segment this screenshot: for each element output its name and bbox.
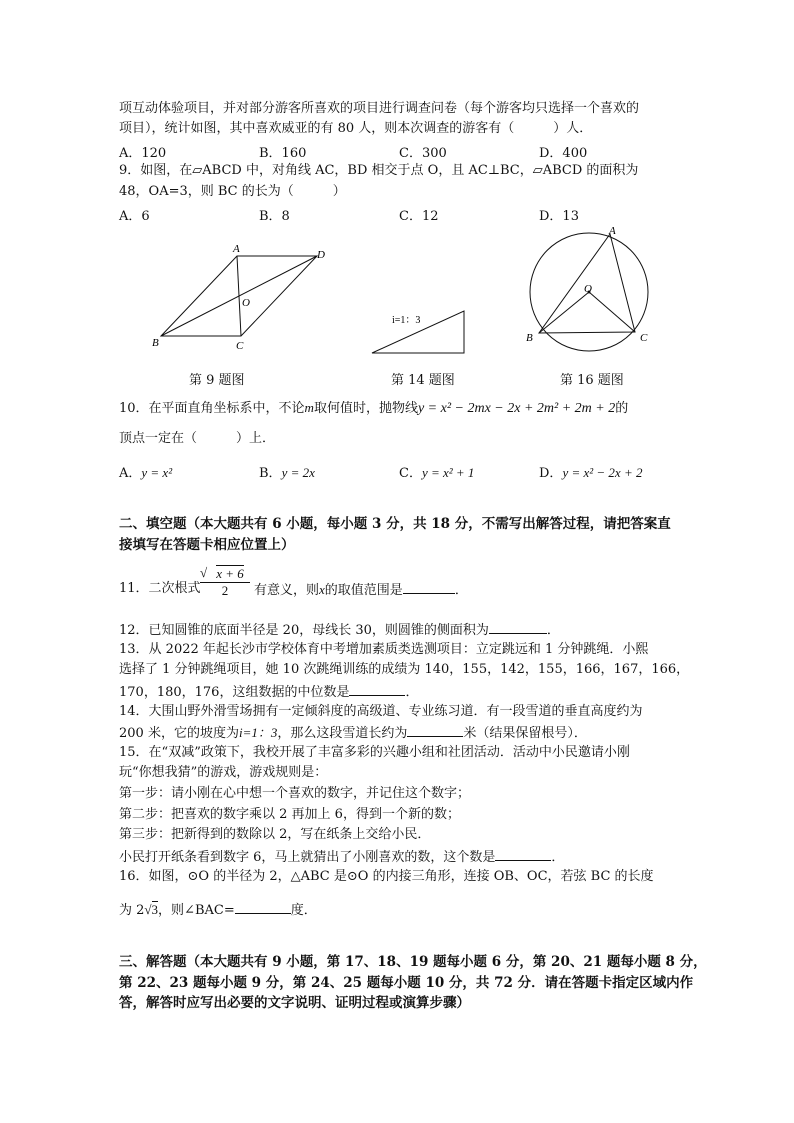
section2-heading-line1: 二、填空题（本大题共有 6 小题，每小题 3 分，共 18 分，不需写出解答过程，请把答案直 (119, 516, 671, 532)
figure-14-slope-triangle (366, 305, 476, 360)
q11-pre: 11．二次根式 (119, 581, 201, 596)
figure-9-caption: 第 9 题图 (189, 373, 245, 388)
q14-line1: 14．大围山野外滑雪场拥有一定倾斜度的高级道、专业练习道．有一段雪道的垂直高度约为 (119, 704, 643, 719)
q11-post: 有意义，则x的取值范围是 ． (254, 582, 468, 598)
section3-heading-line2: 第 22、23 题每小题 9 分，第 24、25 题每小题 10 分，共 72 分．请在答题卡指定区域内作 (119, 975, 694, 991)
q16-line2: 为 2√3，则∠BAC= 度． (119, 902, 317, 918)
q10-line2: 顶点一定在（ ）上． (119, 431, 276, 446)
q9-line1: 9．如图，在▱ABCD 中，对角线 AC，BD 相交于点 O，且 AC⊥BC，▱ABCD 的面积为 (119, 163, 639, 178)
q9-option-c: C．12 (399, 209, 439, 224)
section3-heading-line1: 三、解答题（本大题共有 9 小题，第 17、18、19 题每小题 6 分，第 20、21 题每小题 8 分， (119, 954, 707, 970)
q10-option-a: A．y = x² (119, 465, 173, 481)
fig16-label-a: A (609, 225, 616, 237)
fig14-slope-label: i=1：3 (392, 315, 421, 326)
q12-line: 12．已知圆锥的底面半径是 20，母线长 30，则圆锥的侧面积为 ． (119, 623, 560, 638)
q11-fraction: √ x + 6 2 (200, 566, 250, 599)
fig9-label-b: B (152, 337, 159, 349)
q13-line2: 选择了 1 分钟跳绳项目，她 10 次跳绳训练的成绩为 140，155，142，155，166，167，166， (119, 662, 690, 677)
q8-option-c: C．300 (399, 146, 447, 161)
figure-16-caption: 第 16 题图 (560, 373, 624, 388)
q8-line1: 项互动体验项目，并对部分游客所喜欢的项目进行调查问卷（每个游客均只选择一个喜欢的 (119, 101, 640, 116)
q10-text-post: 的 (615, 401, 629, 416)
fig9-label-a: A (233, 243, 240, 255)
q10-option-d: D．y = x² − 2x + 2 (539, 465, 643, 481)
q15-step1: 第一步：请小刚在心中想一个喜欢的数字，并记住这个数字； (119, 786, 471, 801)
q15-step2: 第二步：把喜欢的数字乘以 2 再加上 6，得到一个新的数； (119, 807, 460, 822)
figure-9-parallelogram (145, 240, 345, 355)
q13-line3: 170，180，176，这组数据的中位数是 ． (119, 685, 419, 700)
q10-formula: y = x² − 2mx − 2x + 2m² + 2m + 2 (417, 401, 616, 416)
figure-14-caption: 第 14 题图 (391, 373, 455, 388)
q8-option-a: A．120 (119, 146, 167, 161)
q10-option-b: B．y = 2x (259, 465, 315, 481)
q16-line1: 16．如图，⊙O 的半径为 2，△ABC 是⊙O 的内接三角形，连接 OB、OC，若弦 BC 的长度 (119, 869, 654, 884)
figure-16-circle (520, 225, 670, 365)
q10-line1 (119, 400, 628, 417)
q15-line2: 玩“你想我猜”的游戏，游戏规则是： (119, 765, 328, 780)
q15-step3: 第三步：把新得到的数除以 2，写在纸条上交给小民． (119, 827, 431, 842)
fig16-label-b: B (526, 332, 533, 344)
q15-line1: 15．在“双减”政策下，我校开展了丰富多彩的兴趣小组和社团活动．活动中小民邀请小刚 (119, 745, 630, 760)
q11-denominator: 2 (221, 583, 229, 598)
fig9-label-d: D (317, 249, 325, 261)
fig16-label-o: O (584, 283, 592, 295)
q8-line2: 项目），统计如图，其中喜欢威亚的有 80 人，则本次调查的游客有（ ）人． (119, 121, 593, 136)
section3-heading-line3: 答，解答时应写出必要的文字说明、证明过程或演算步骤） (119, 995, 470, 1011)
q8-option-d: D．400 (539, 146, 588, 161)
q10-var-m: m (304, 400, 314, 415)
q10-text-mid: 取何值时，抛物线 (313, 401, 418, 416)
q9-option-a: A．6 (119, 209, 150, 224)
q14-line2: 200 米，它的坡度为i=1：3，那么这段雪道长约为 米（结果保留根号）． (119, 725, 587, 741)
q8-option-b: B．160 (259, 146, 307, 161)
fig16-label-c: C (640, 332, 648, 344)
fig9-label-c: C (236, 340, 244, 352)
q11-numerator: x + 6 (216, 566, 244, 581)
fig9-label-o: O (242, 297, 250, 309)
q9-option-d: D．13 (539, 209, 579, 224)
q9-option-b: B．8 (259, 209, 290, 224)
q9-line2: 48，OA=3，则 BC 的长为（ ） (119, 184, 346, 199)
q13-line1: 13．从 2022 年起长沙市学校体育中考增加素质类选测项目：立定跳远和 1 分钟跳绳．小熙 (119, 642, 649, 657)
section2-heading-line2: 接填写在答题卡相应位置上） (119, 537, 295, 553)
q10-option-c: C．y = x² + 1 (399, 465, 475, 481)
q15-line6: 小民打开纸条看到数字 6，马上就猜出了小刚喜欢的数，这个数是 ． (119, 850, 565, 865)
q10-text-pre: 10．在平面直角坐标系中，不论 (119, 401, 305, 416)
